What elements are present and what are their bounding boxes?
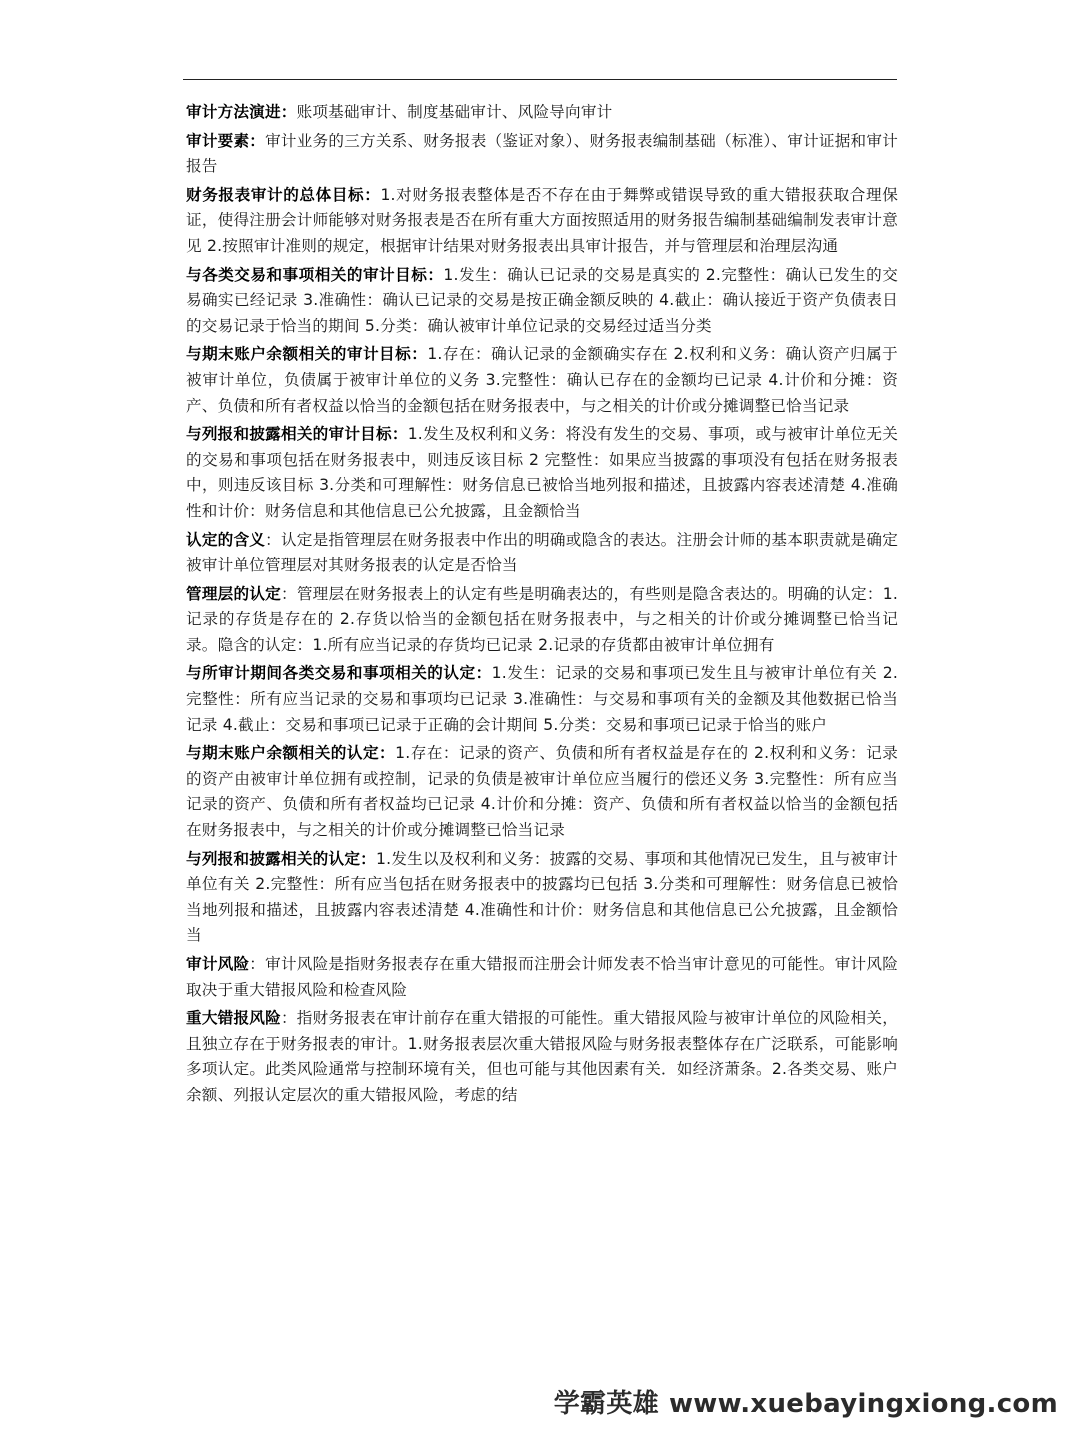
paragraph-term: 审计方法演进： xyxy=(186,103,297,121)
paragraph-text: ：管理层在财务报表上的认定有些是明确表达的，有些则是隐含表达的。明确的认定：1.记录的存货是存在的 2.存货以恰当的金额包括在财务报表中，与之相关的计价或分摊调整已恰当记录。隐含的认定：1.所有应当记录的存货均已记录 2.记录的存货都由被审计单位拥有 xyxy=(186,584,898,654)
paragraph-term: 与各类交易和事项相关的审计目标： xyxy=(186,265,444,284)
paragraph-term: 审计风险 xyxy=(186,955,250,973)
paragraph-text: 1.发生：确认已记录的交易是真实的 2.完整性：确认已发生的交易确实已经记录 3.准确性：确认已记录的交易是按正确金额反映的 4.截止：确认接近于资产负债表日的交易记录于恰当的期间 5.分类：确认被审计单位记录的交易经过适当分类 xyxy=(186,265,898,335)
paragraph-term: 管理层的认定 xyxy=(186,584,282,603)
paragraph-term: 与列报和披露相关的认定： xyxy=(186,849,377,868)
paragraph xyxy=(186,952,898,1003)
paragraph xyxy=(186,100,898,126)
header-rule xyxy=(183,79,897,80)
paragraph-term: 与期末账户余额相关的认定： xyxy=(186,744,396,763)
footer-watermark xyxy=(544,1383,1058,1420)
paragraph xyxy=(186,582,898,659)
footer-url: www.xuebayingxiong.com xyxy=(668,1389,1058,1419)
paragraph-term: 与期末账户余额相关的审计目标： xyxy=(186,345,428,364)
paragraph xyxy=(186,1006,898,1108)
paragraph-term: 审计要素： xyxy=(186,131,266,150)
paragraph xyxy=(186,528,898,579)
paragraph-term: 与所审计期间各类交易和事项相关的认定： xyxy=(186,664,492,683)
paragraph xyxy=(186,741,898,843)
paragraph-text: 1.发生：记录的交易和事项已发生且与被审计单位有关 2.完整性：所有应当记录的交易和事项均已记录 3.准确性：与交易和事项有关的金额及其他数据已恰当记录 4.截止：交易和事项已记录于正确的会计期间 5.分类：交易和事项已记录于恰当的账户 xyxy=(186,664,898,734)
paragraph-term: 认定的含义 xyxy=(186,530,266,549)
paragraph-term: 重大错报风险 xyxy=(186,1009,281,1028)
paragraph-text: 1.发生及权利和义务：将没有发生的交易、事项，或与被审计单位无关的交易和事项包括在财务报表中，则违反该目标 2 完整性：如果应当披露的事项没有包括在财务报表中，则违反该目标 3.分类和可理解性：财务信息已被恰当地列报和描述，且披露内容表述清楚 4.准确性和计价：财务信息和其他信息已公允披露，且金额恰当 xyxy=(186,425,898,520)
paragraph xyxy=(186,342,898,419)
paragraph xyxy=(186,422,898,524)
paragraph-text: ：指财务报表在审计前存在重大错报的可能性。重大错报风险与被审计单位的风险相关，且独立存在于财务报表的审计。1.财务报表层次重大错报风险与财务报表整体存在广泛联系，可能影响多项认定。此类风险通常与控制环境有关，但也可能与其他因素有关．如经济萧条。2.各类交易、账户余额、列报认定层次的重大错报风险，考虑的结 xyxy=(186,1009,898,1104)
paragraph-term: 财务报表审计的总体目标： xyxy=(186,185,381,204)
document-body xyxy=(186,100,898,1112)
paragraph xyxy=(186,129,898,180)
paragraph-text: 1.对财务报表整体是否不存在由于舞弊或错误导致的重大错报获取合理保证，使得注册会计师能够对财务报表是否在所有重大方面按照适用的财务报告编制基础编制发表审计意见 2.按照审计准则的规定，根据审计结果对财务报表出具审计报告，并与管理层和治理层沟通 xyxy=(186,185,898,255)
paragraph-text: 账项基础审计、制度基础审计、风险导向审计 xyxy=(296,103,613,121)
paragraph xyxy=(186,847,898,949)
paragraph xyxy=(186,263,898,340)
footer-brand: 学霸英雄 xyxy=(553,1389,659,1419)
paragraph-text: 审计业务的三方关系、财务报表（鉴证对象）、财务报表编制基础（标准）、审计证据和审计报告 xyxy=(186,131,898,176)
paragraph xyxy=(186,661,898,738)
paragraph-text: ：审计风险是指财务报表存在重大错报而注册会计师发表不恰当审计意见的可能性。审计风险取决于重大错报风险和检查风险 xyxy=(186,955,898,999)
paragraph-text: 1.存在：确认记录的金额确实存在 2.权利和义务：确认资产归属于被审计单位，负债属于被审计单位的义务 3.完整性：确认已存在的金额均已记录 4.计价和分摊：资产、负债和所有者权益以恰当的金额包括在财务报表中，与之相关的计价或分摊调整已恰当记录 xyxy=(186,345,898,415)
paragraph xyxy=(186,183,898,260)
paragraph-text: ：认定是指管理层在财务报表中作出的明确或隐含的表达。注册会计师的基本职责就是确定被审计单位管理层对其财务报表的认定是否恰当 xyxy=(186,530,898,575)
paragraph-term: 与列报和披露相关的审计目标： xyxy=(186,425,408,444)
paragraph-text: 1.存在：记录的资产、负债和所有者权益是存在的 2.权利和义务：记录的资产由被审计单位拥有或控制，记录的负债是被审计单位应当履行的偿还义务 3.完整性：所有应当记录的资产、负债和所有者权益均已记录 4.计价和分摊：资产、负债和所有者权益以恰当的金额包括在财务报表中，与之相关的计价或分摊调整已恰当记录 xyxy=(186,744,899,840)
paragraph-text: 1.发生以及权利和义务：披露的交易、事项和其他情况已发生，且与被审计单位有关 2.完整性：所有应当包括在财务报表中的披露均已包括 3.分类和可理解性：财务信息已被恰当地列报和描述，且披露内容表述清楚 4.准确性和计价：财务信息和其他信息已公允披露，且金额恰当 xyxy=(186,849,898,945)
